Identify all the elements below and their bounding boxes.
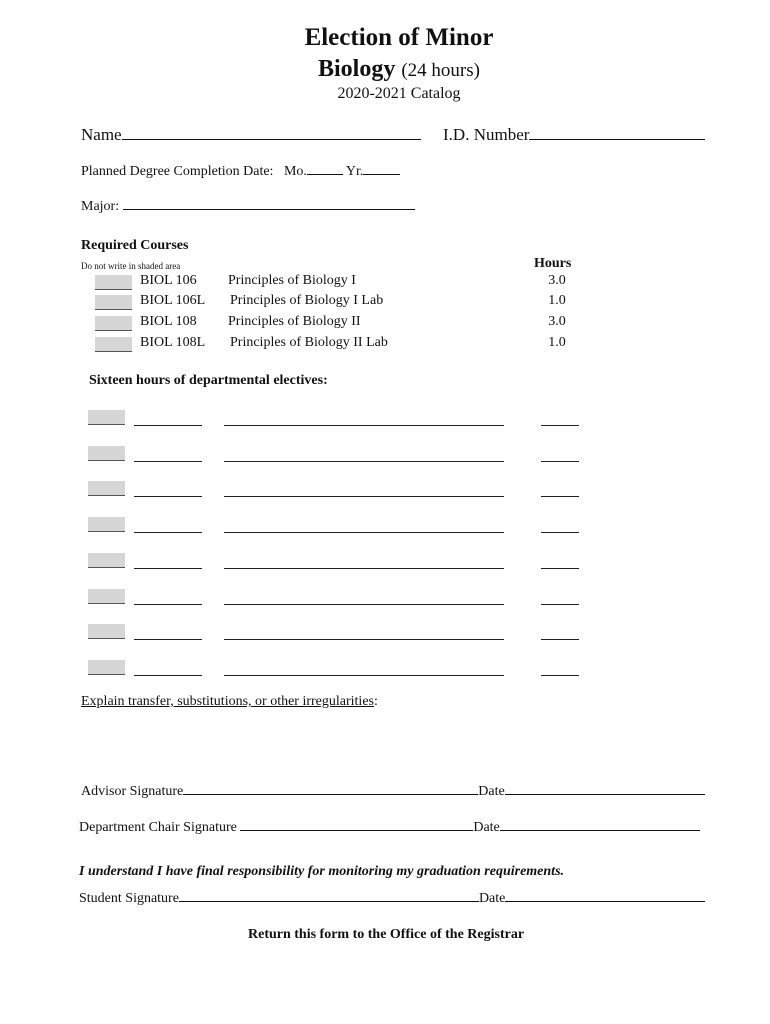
major-label: Major:: [81, 199, 120, 214]
year-label: Yr.: [345, 164, 364, 179]
course-code: BIOL 106: [140, 273, 197, 288]
elective-hours-line[interactable]: [541, 675, 579, 676]
form-title: Election of Minor: [304, 24, 494, 51]
completion-date-field: [81, 164, 400, 180]
elective-hours-line[interactable]: [541, 532, 579, 533]
advisor-signature-line[interactable]: [183, 793, 478, 795]
elective-shaded-box: [88, 624, 125, 639]
form-subtitle: [0, 56, 770, 83]
advisor-label: Advisor Signature: [81, 784, 184, 799]
elective-course-number-line[interactable]: [134, 532, 202, 533]
elective-course-number-line[interactable]: [134, 675, 202, 676]
course-hours: 1.0: [548, 293, 566, 308]
student-label: Student Signature: [79, 891, 179, 906]
elective-shaded-box: [88, 410, 125, 425]
month-label: Mo.: [283, 164, 307, 179]
required-heading: Required Courses: [81, 238, 189, 253]
id-label: I.D. Number: [443, 125, 530, 144]
elective-shaded-box: [88, 481, 125, 496]
id-line[interactable]: [529, 138, 705, 140]
elective-course-title-line[interactable]: [224, 461, 504, 462]
name-label: Name: [81, 125, 122, 144]
hours-note: (24 hours): [401, 60, 480, 81]
chair-date-line[interactable]: [500, 829, 700, 831]
subject-name: Biology: [318, 56, 396, 82]
elective-course-number-line[interactable]: [134, 639, 202, 640]
completion-label: Planned Degree Completion Date:: [81, 164, 274, 179]
elective-shaded-box: [88, 589, 125, 604]
hours-heading: Hours: [534, 256, 572, 271]
elective-course-title-line[interactable]: [224, 675, 504, 676]
course-hours: 1.0: [548, 335, 566, 350]
advisor-signature-field: [81, 784, 705, 800]
major-field: [81, 199, 415, 215]
name-line[interactable]: [122, 138, 421, 140]
major-line[interactable]: [123, 208, 415, 210]
student-signature-field: [79, 891, 705, 907]
course-title: Principles of Biology II Lab: [230, 335, 388, 350]
elective-course-number-line[interactable]: [134, 568, 202, 569]
shaded-box: [95, 275, 132, 290]
elective-course-number-line[interactable]: [134, 604, 202, 605]
explain-colon: :: [373, 694, 378, 709]
shaded-area-note: Do not write in shaded area: [81, 261, 181, 271]
name-field: [81, 125, 421, 145]
elective-shaded-box: [88, 553, 125, 568]
elective-course-title-line[interactable]: [224, 532, 504, 533]
chair-label: Department Chair Signature: [79, 820, 237, 835]
shaded-box: [95, 295, 132, 310]
elective-course-number-line[interactable]: [134, 496, 202, 497]
course-hours: 3.0: [548, 273, 566, 288]
date-label: Date: [473, 820, 500, 835]
course-code: BIOL 106L: [140, 293, 206, 308]
advisor-date-line[interactable]: [505, 793, 705, 795]
course-title: Principles of Biology II: [228, 314, 361, 329]
elective-course-number-line[interactable]: [134, 461, 202, 462]
year-line[interactable]: [363, 173, 400, 175]
elective-hours-line[interactable]: [541, 425, 579, 426]
explain-field: [81, 694, 378, 710]
elective-shaded-box: [88, 660, 125, 675]
course-hours: 3.0: [548, 314, 566, 329]
explain-label: Explain transfer, substitutions, or other irregularities: [81, 694, 374, 709]
elective-course-title-line[interactable]: [224, 604, 504, 605]
course-title: Principles of Biology I: [228, 273, 356, 288]
elective-shaded-box: [88, 517, 125, 532]
responsibility-statement: I understand I have final responsibility for monitoring my graduation requirements.: [79, 864, 565, 879]
course-title: Principles of Biology I Lab: [230, 293, 384, 308]
elective-course-title-line[interactable]: [224, 496, 504, 497]
date-label: Date: [478, 891, 506, 906]
catalog-year: 2020-2021 Catalog: [337, 85, 461, 102]
shaded-box: [95, 337, 132, 352]
course-code: BIOL 108: [140, 314, 197, 329]
student-signature-line[interactable]: [179, 900, 479, 902]
elective-hours-line[interactable]: [541, 461, 579, 462]
elective-hours-line[interactable]: [541, 604, 579, 605]
id-field: [443, 125, 705, 145]
elective-hours-line[interactable]: [541, 568, 579, 569]
elective-course-title-line[interactable]: [224, 568, 504, 569]
shaded-box: [95, 316, 132, 331]
elective-shaded-box: [88, 446, 125, 461]
chair-signature-line[interactable]: [240, 829, 473, 831]
elective-course-title-line[interactable]: [224, 639, 504, 640]
electives-heading: Sixteen hours of departmental electives:: [89, 373, 328, 388]
elective-hours-line[interactable]: [541, 639, 579, 640]
return-note: Return this form to the Office of the Registrar: [248, 927, 525, 942]
elective-hours-line[interactable]: [541, 496, 579, 497]
month-line[interactable]: [307, 173, 343, 175]
chair-signature-field: [79, 820, 700, 836]
student-date-line[interactable]: [505, 900, 705, 902]
course-code: BIOL 108L: [140, 335, 206, 350]
elective-course-number-line[interactable]: [134, 425, 202, 426]
date-label: Date: [478, 784, 505, 799]
elective-course-title-line[interactable]: [224, 425, 504, 426]
